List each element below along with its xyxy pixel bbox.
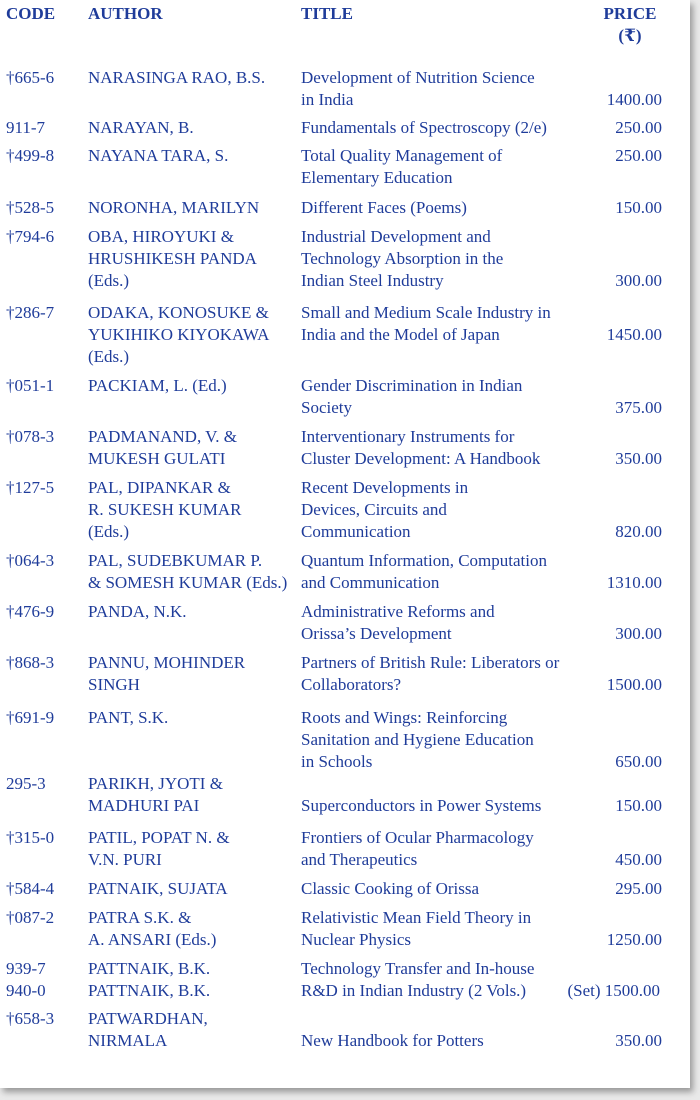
row-price: 150.00 — [615, 198, 662, 217]
row-author: PATIL, POPAT N. & V.N. PURI — [88, 828, 230, 869]
row-price: 300.00 — [615, 271, 662, 290]
row-price: 350.00 — [615, 1031, 662, 1050]
row-author: NAYANA TARA, S. — [88, 146, 229, 165]
row-code: 295-3 — [6, 774, 46, 793]
row-title: Fundamentals of Spectroscopy (2/e) — [301, 118, 547, 137]
row-author: NARASINGA RAO, B.S. — [88, 68, 266, 87]
row-price: 250.00 — [615, 146, 662, 165]
row-title: Small and Medium Scale Industry in India and the Model of Japan — [301, 303, 551, 344]
row-author: NORONHA, MARILYN — [88, 198, 260, 217]
row-title: Administrative Reforms and Orissa’s Development — [301, 602, 495, 643]
header-code: CODE — [6, 4, 56, 23]
row-price: 295.00 — [615, 879, 662, 898]
row-title: Technology Transfer and In-house R&D in Indian Industry (2 Vols.) — [301, 959, 535, 1000]
row-code: 939-7 940-0 — [6, 959, 46, 1000]
row-author: PANT, S.K. — [88, 708, 169, 727]
row-title: Development of Nutrition Science in India — [301, 68, 535, 109]
row-title: Partners of British Rule: Liberators or Collaborators? — [301, 653, 560, 694]
row-code: †499-8 — [6, 146, 55, 165]
row-code: †315-0 — [6, 828, 55, 847]
row-title: Classic Cooking of Orissa — [301, 879, 480, 898]
row-price: (Set) 1500.00 — [567, 981, 660, 1000]
row-author: PARIKH, JYOTI & MADHURI PAI — [88, 774, 223, 815]
row-author: OBA, HIROYUKI & HRUSHIKESH PANDA (Eds.) — [88, 227, 257, 290]
row-code: †286-7 — [6, 303, 55, 322]
row-code: †528-5 — [6, 198, 55, 217]
row-author: PATRA S.K. & A. ANSARI (Eds.) — [88, 908, 217, 949]
row-price: 820.00 — [615, 522, 662, 541]
row-price: 1310.00 — [606, 573, 662, 592]
row-title: New Handbook for Potters — [301, 1031, 484, 1050]
row-code: †691-9 — [6, 708, 55, 727]
row-code: †087-2 — [6, 908, 55, 927]
row-title: Total Quality Management of Elementary Education — [301, 146, 503, 187]
row-author: PAL, DIPANKAR & R. SUKESH KUMAR (Eds.) — [88, 478, 242, 541]
row-author: PACKIAM, L. (Ed.) — [88, 376, 227, 395]
row-code: 911-7 — [6, 118, 46, 137]
row-author: PANDA, N.K. — [88, 602, 187, 621]
row-price: 1450.00 — [606, 325, 662, 344]
row-price: 650.00 — [615, 752, 662, 771]
row-author: ODAKA, KONOSUKE & YUKIHIKO KIYOKAWA (Eds.) — [88, 303, 270, 366]
row-price: 1400.00 — [606, 90, 662, 109]
row-code: †476-9 — [6, 602, 55, 621]
header-price: PRICE (₹) — [603, 4, 657, 45]
row-code: †064-3 — [6, 551, 55, 570]
row-code: †868-3 — [6, 653, 55, 672]
row-title: Interventionary Instruments for Cluster Development: A Handbook — [301, 427, 541, 468]
row-author: PAL, SUDEBKUMAR P. & SOMESH KUMAR (Eds.) — [88, 551, 288, 592]
row-price: 375.00 — [615, 398, 662, 417]
row-title: Gender Discrimination in Indian Society — [301, 376, 523, 417]
row-author: PATNAIK, SUJATA — [88, 879, 228, 898]
row-code: †078-3 — [6, 427, 55, 446]
row-author: NARAYAN, B. — [88, 118, 194, 137]
row-code: †665-6 — [6, 68, 55, 87]
header-author: AUTHOR — [88, 4, 163, 23]
row-price: 350.00 — [615, 449, 662, 468]
row-price: 300.00 — [615, 624, 662, 643]
row-code: †127-5 — [6, 478, 55, 497]
row-price: 250.00 — [615, 118, 662, 137]
row-title: Industrial Development and Technology Absorption in the Indian Steel Industry — [301, 227, 504, 290]
row-title: Different Faces (Poems) — [301, 198, 467, 217]
row-code: †658-3 — [6, 1009, 55, 1028]
row-title: Superconductors in Power Systems — [301, 796, 542, 815]
row-title: Roots and Wings: Reinforcing Sanitation and Hygiene Education in Schools — [301, 708, 534, 771]
row-author: PANNU, MOHINDER SINGH — [88, 653, 246, 694]
row-price: 150.00 — [615, 796, 662, 815]
row-price: 450.00 — [615, 850, 662, 869]
row-author: PADMANAND, V. & MUKESH GULATI — [88, 427, 237, 468]
row-code: †051-1 — [6, 376, 55, 395]
row-author: PATWARDHAN, NIRMALA — [88, 1009, 208, 1050]
row-title: Recent Developments in Devices, Circuits and Communication — [301, 478, 469, 541]
row-code: †794-6 — [6, 227, 55, 246]
row-author: PATTNAIK, B.K. PATTNAIK, B.K. — [88, 959, 211, 1000]
row-title: Frontiers of Ocular Pharmacology and Therapeutics — [301, 828, 534, 869]
header-title: TITLE — [301, 4, 353, 23]
row-price: 1500.00 — [606, 675, 662, 694]
row-price: 1250.00 — [606, 930, 662, 949]
row-title: Relativistic Mean Field Theory in Nuclear Physics — [301, 908, 532, 949]
row-code: †584-4 — [6, 879, 55, 898]
row-title: Quantum Information, Computation and Communication — [301, 551, 547, 592]
